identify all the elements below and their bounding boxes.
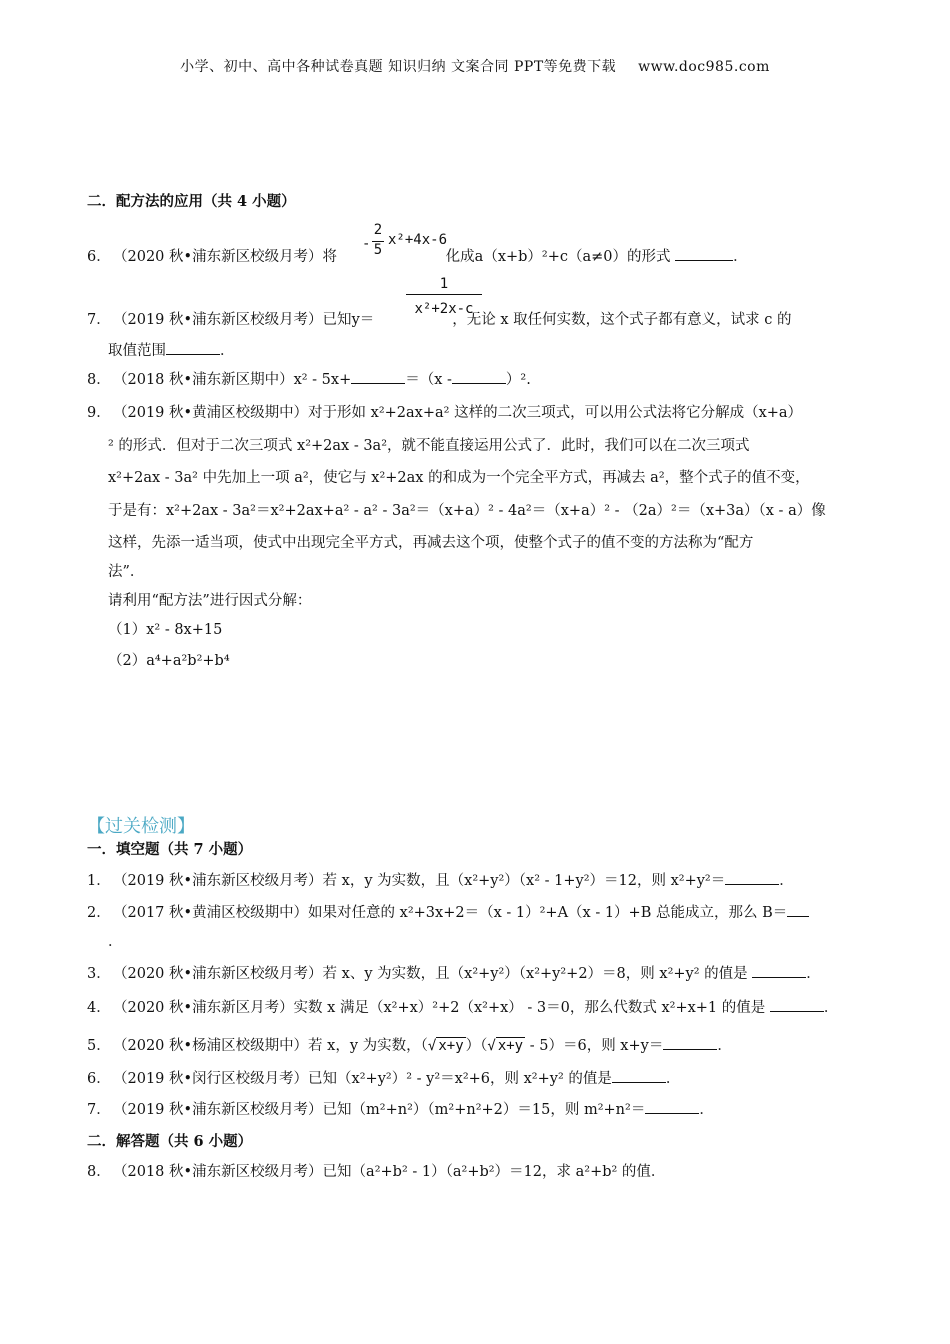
answer-blank[interactable] bbox=[725, 870, 779, 885]
question-number: 8． bbox=[87, 372, 111, 388]
question-6 bbox=[87, 246, 877, 267]
end-mark: ． bbox=[806, 966, 821, 982]
fill-question-4 bbox=[87, 997, 877, 1018]
fill-question-6 bbox=[87, 1068, 877, 1089]
question-number: 6． bbox=[87, 249, 111, 265]
answer-blank[interactable] bbox=[612, 1068, 666, 1083]
header-url[interactable]: www.doc985.com bbox=[638, 59, 770, 75]
sqrt-expression-2: √ x+y bbox=[487, 1038, 524, 1054]
question-9-line-6: 法”． bbox=[108, 564, 145, 580]
question-text-post: - 5）＝6，则 x+y＝ bbox=[525, 1038, 664, 1054]
question-number: 5． bbox=[87, 1038, 111, 1054]
answer-blank[interactable] bbox=[166, 340, 220, 355]
question-text: （2019 秋•闵行区校级月考）已知（x²+y²）² - y²＝x²+6，则 x²+y² 的值是 bbox=[113, 1071, 612, 1087]
fill-question-2 bbox=[87, 902, 877, 923]
question-number: 6． bbox=[87, 1071, 111, 1087]
target-form: a（x+b）²+c（a≠0）的形式 bbox=[474, 249, 671, 265]
answer-blank[interactable] bbox=[645, 1099, 699, 1114]
sqrt-expression-1: √ x+y bbox=[427, 1038, 464, 1054]
answer-blank[interactable] bbox=[770, 997, 824, 1012]
question-text: （2017 秋•黄浦区校级期中）如果对任意的 x²+3x+2＝（x - 1）²+A（x - 1）+B 总能成立，那么 B＝ bbox=[113, 905, 788, 921]
fraction-numerator: 2 bbox=[373, 222, 383, 238]
text-after: ，无论 x 取任何实数，这个式子都有意义，试求 c 的 bbox=[452, 312, 792, 328]
end-mark: ． bbox=[699, 1102, 714, 1118]
answer-blank[interactable] bbox=[787, 902, 809, 917]
fill-question-7 bbox=[87, 1099, 877, 1120]
fraction-denominator: x²+2x-c bbox=[414, 301, 474, 317]
answer-blank-2[interactable] bbox=[452, 369, 506, 384]
answer-blank-1[interactable] bbox=[351, 369, 405, 384]
end-mark: ． bbox=[665, 1071, 681, 1087]
question-source: （2018 秋•浦东新区期中） bbox=[113, 372, 294, 388]
question-9-line-5: 这样，先添一适当项，使式中出现完全平方式，再减去这个项，使整个式子的值不变的方法称为“配方 bbox=[108, 535, 754, 551]
question-7-line2 bbox=[108, 340, 878, 361]
y-equals: y＝ bbox=[351, 312, 375, 328]
question-source: （2019 秋•浦东新区校级月考）已知 bbox=[113, 312, 352, 328]
question-text-pre: （2020 秋•杨浦区校级期中）若 x，y 为实数，（ bbox=[113, 1038, 428, 1054]
question-9 bbox=[87, 403, 877, 423]
expression-rest: x²+4x-6 bbox=[388, 232, 448, 248]
expression-end: ）². bbox=[505, 372, 531, 388]
expression-part-2: ＝（x - bbox=[405, 372, 452, 388]
question-number: 2． bbox=[87, 905, 111, 921]
radicand: x+y bbox=[438, 1038, 464, 1054]
question-9-line-2: ² 的形式．但对于二次三项式 x²+2ax - 3a²，就不能直接运用公式了．此时，我们可以在二次三项式 bbox=[108, 438, 750, 454]
radicand: x+y bbox=[497, 1038, 524, 1054]
question-number: 7． bbox=[87, 312, 111, 328]
fill-question-2-end: ． bbox=[108, 934, 123, 950]
question-number: 3． bbox=[87, 966, 111, 982]
question-number: 8． bbox=[87, 1164, 111, 1180]
question-9-sub-2: （2）a⁴+a²b²+b⁴ bbox=[108, 653, 230, 669]
checkpoint-banner: 【过关检测】 bbox=[87, 816, 195, 837]
fraction-numerator: 1 bbox=[439, 276, 449, 292]
question-text: （2019 秋•浦东新区校级月考）若 x，y 为实数，且（x²+y²）（x² - 1+y²）＝12，则 x²+y²＝ bbox=[113, 873, 726, 889]
fill-question-5 bbox=[87, 1035, 877, 1056]
question-text: （2020 秋•浦东新区月考）实数 x 满足（x²+x）²+2（x²+x） - 3＝0，那么代数式 x²+x+1 的值是 bbox=[113, 1000, 766, 1016]
end-mark: ． bbox=[717, 1038, 732, 1054]
answer-blank[interactable] bbox=[663, 1035, 717, 1050]
question-text: （2019 秋•浦东新区校级月考）已知（m²+n²）（m²+n²+2）＝15，则 m²+n²＝ bbox=[113, 1102, 646, 1118]
end-mark: ． bbox=[220, 343, 235, 359]
question-number: 7． bbox=[87, 1102, 111, 1118]
page-header bbox=[0, 56, 950, 76]
section-title-method-application: 二．配方法的应用（共 4 小题） bbox=[87, 193, 296, 210]
q7-fraction bbox=[406, 276, 482, 317]
fill-question-1 bbox=[87, 870, 877, 891]
question-source: （2020 秋•浦东新区校级月考）将 bbox=[113, 249, 338, 265]
question-number: 4． bbox=[87, 1000, 111, 1016]
end-mark: ． bbox=[733, 249, 748, 265]
section-title-fill-in: 一．填空题（共 7 小题） bbox=[87, 841, 253, 858]
question-text: 取值范围 bbox=[108, 343, 166, 359]
question-9-line-4: 于是有：x²+2ax - 3a²＝x²+2ax+a² - a² - 3a²＝（x+a）² - 4a²＝（x+a）² - （2a）²＝（x+3a）（x - a）像 bbox=[108, 503, 826, 519]
solve-question-8 bbox=[87, 1162, 877, 1182]
fill-question-3 bbox=[87, 963, 877, 984]
question-9-line-3: x²+2ax - 3a² 中先加上一项 a²，使它与 x²+2ax 的和成为一个完全平方式，再减去 a²，整个式子的值不变， bbox=[108, 470, 810, 486]
question-number: 9． bbox=[87, 405, 111, 421]
question-line-1: （2019 秋•黄浦区校级期中）对于形如 x²+2ax+a² 这样的二次三项式，可以用公式法将它分解成（x+a） bbox=[113, 405, 803, 421]
header-text: 小学、初中、高中各种试卷真题 知识归纳 文案合同 PPT等免费下载 bbox=[180, 59, 617, 75]
question-9-sub-1: （1）x² - 8x+15 bbox=[108, 622, 223, 638]
question-text: （2020 秋•浦东新区校级月考）若 x、y 为实数，且（x²+y²）（x²+y²+2）＝8，则 x²+y² 的值是 bbox=[113, 966, 748, 982]
fraction-bar bbox=[406, 294, 482, 295]
end-mark: ． bbox=[779, 873, 794, 889]
end-mark: ． bbox=[823, 1000, 839, 1016]
question-text: （2018 秋•浦东新区校级月考）已知（a²+b² - 1）（a²+b²）＝12，求 a²+b² 的值． bbox=[113, 1164, 666, 1180]
text-after: 化成 bbox=[445, 249, 475, 265]
question-9-line-7: 请利用“配方法”进行因式分解： bbox=[108, 593, 312, 609]
fraction-denominator: 5 bbox=[373, 242, 383, 258]
question-text-mid: ）（ bbox=[465, 1038, 488, 1054]
minus-sign: - bbox=[362, 236, 371, 252]
answer-blank[interactable] bbox=[752, 963, 806, 978]
expression-part-1: x² - 5x+ bbox=[293, 372, 352, 388]
answer-blank[interactable] bbox=[675, 246, 733, 261]
question-number: 1． bbox=[87, 873, 111, 889]
question-7 bbox=[87, 310, 877, 330]
question-8 bbox=[87, 369, 877, 390]
section-title-solve: 二．解答题（共 6 小题） bbox=[87, 1133, 253, 1150]
